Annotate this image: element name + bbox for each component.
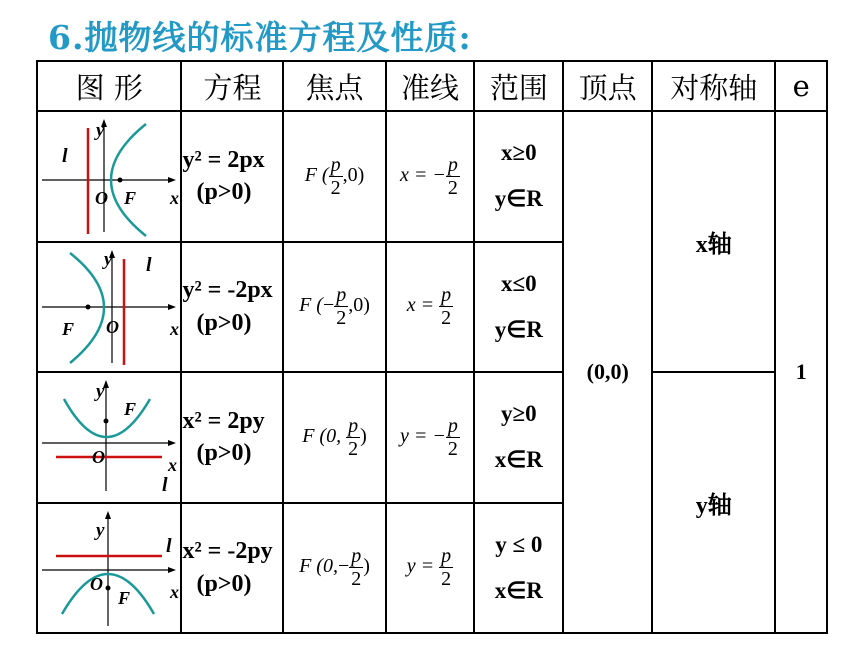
equation-text: x² = -2py — [182, 538, 273, 565]
equation-text: y² = 2px — [182, 146, 265, 173]
svg-text:y: y — [96, 519, 105, 541]
axis-x-cell: x轴 — [652, 111, 775, 372]
header-directrix: 准线 — [386, 61, 475, 111]
svg-text:O: O — [95, 188, 108, 209]
focus-cell: F (− $\frac{p}{2}$ ,0) — [283, 242, 385, 373]
svg-text:O: O — [92, 447, 105, 468]
range-cell: y ≤ 0 x∈R — [474, 503, 563, 634]
condition-text: (p>0) — [196, 440, 252, 467]
svg-text:l: l — [146, 253, 152, 276]
svg-text:l: l — [162, 474, 168, 497]
header-figure: 图 形 — [37, 61, 181, 111]
vertex-cell: (0,0) — [563, 111, 652, 633]
figure-cell — [37, 242, 181, 373]
svg-text:F: F — [124, 399, 137, 420]
range-cell: y≥0 x∈R — [474, 372, 563, 503]
svg-text:x: x — [170, 581, 179, 602]
header-row — [37, 61, 827, 111]
parabola-up-figure — [38, 375, 179, 499]
svg-text:y: y — [104, 248, 113, 270]
svg-text:x: x — [168, 455, 177, 476]
condition-text: (p>0) — [196, 309, 252, 336]
figure-cell — [37, 372, 181, 503]
focus-cell: F (0, $\frac{p}{2}$ ) — [283, 372, 385, 503]
svg-text:O: O — [106, 316, 119, 337]
svg-text:F: F — [124, 188, 137, 209]
header-focus: 焦点 — [283, 61, 385, 111]
parabola-left-figure — [38, 245, 179, 369]
svg-text:y: y — [96, 381, 105, 403]
svg-text:F: F — [62, 318, 75, 339]
focus-cell: F (0,− $\frac{p}{2}$ ) — [283, 503, 385, 634]
directrix-cell: x = $\frac{p}{2}$ — [386, 242, 475, 373]
axis-y-cell: y轴 — [652, 372, 775, 633]
svg-text:O: O — [90, 573, 103, 594]
table-row — [37, 111, 827, 242]
svg-text:l: l — [62, 145, 68, 168]
equation-cell — [181, 503, 283, 634]
equation-cell — [181, 111, 283, 242]
svg-text:x: x — [170, 188, 179, 209]
table-row — [37, 372, 827, 503]
range-cell: x≤0 y∈R — [474, 242, 563, 373]
svg-text:l: l — [166, 534, 172, 557]
header-axis: 对称轴 — [652, 61, 775, 111]
condition-text: (p>0) — [196, 179, 252, 206]
svg-text:y: y — [96, 120, 105, 142]
header-equation: 方程 — [181, 61, 283, 111]
directrix-cell: x = − $\frac{p}{2}$ — [386, 111, 475, 242]
equation-cell — [181, 372, 283, 503]
equation-cell — [181, 242, 283, 373]
parabola-properties-table — [36, 60, 828, 634]
header-vertex: 顶点 — [563, 61, 652, 111]
focus-cell: F ( $\frac{p}{2}$ ,0) — [283, 111, 385, 242]
svg-text:F: F — [118, 587, 131, 608]
equation-text: x² = 2py — [182, 407, 265, 434]
directrix-cell: y = − $\frac{p}{2}$ — [386, 372, 475, 503]
header-eccentricity: e — [775, 61, 827, 111]
range-cell: x≥0 y∈R — [474, 111, 563, 242]
equation-text: y² = -2px — [182, 277, 273, 304]
parabola-right-figure — [38, 114, 179, 238]
condition-text: (p>0) — [196, 570, 252, 597]
svg-text:x: x — [170, 318, 179, 339]
page-title: 6.抛物线的标准方程及性质: — [48, 18, 472, 57]
parabola-down-figure — [38, 506, 179, 630]
directrix-cell: y = $\frac{p}{2}$ — [386, 503, 475, 634]
header-range: 范围 — [474, 61, 563, 111]
figure-cell — [37, 111, 181, 242]
figure-cell — [37, 503, 181, 634]
eccentricity-cell: 1 — [775, 111, 827, 633]
